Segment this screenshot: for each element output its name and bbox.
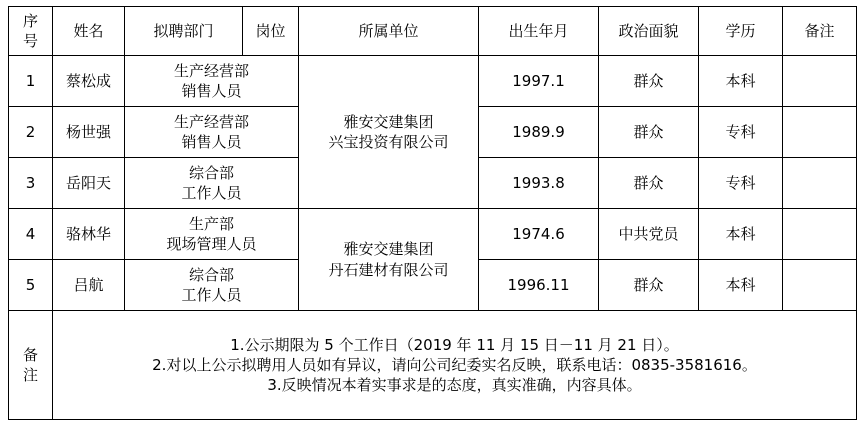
cell-dept-post <box>125 209 299 260</box>
notes-line-3: 3.反映情况本着实事求是的态度，真实准确，内容具体。 <box>267 376 642 395</box>
header-cell-education: 学历 <box>699 7 783 56</box>
cell-remark <box>783 56 857 107</box>
cell-name: 杨世强 <box>53 107 125 158</box>
cell-unit-line1: 雅安交建集团 <box>343 240 434 259</box>
cell-post: 工作人员 <box>181 286 242 304</box>
cell-unit <box>299 209 479 311</box>
cell-dept: 生产经营部 <box>173 61 249 80</box>
cell-no: 1 <box>9 56 53 107</box>
cell-political: 群众 <box>599 56 699 107</box>
cell-remark <box>783 209 857 260</box>
cell-birth: 1974.6 <box>479 209 599 260</box>
cell-remark <box>783 260 857 311</box>
cell-political: 群众 <box>599 260 699 311</box>
cell-post: 销售人员 <box>181 82 242 100</box>
notes-label <box>9 311 53 420</box>
cell-dept: 综合部 <box>188 163 234 182</box>
cell-unit-line2: 丹石建材有限公司 <box>328 260 449 279</box>
header-cell-political: 政治面貌 <box>599 7 699 56</box>
header-cell-no <box>9 7 53 56</box>
cell-name: 蔡松成 <box>53 56 125 107</box>
cell-political: 群众 <box>599 107 699 158</box>
cell-dept: 综合部 <box>188 265 234 284</box>
cell-name: 岳阳天 <box>53 158 125 209</box>
cell-name: 吕航 <box>53 260 125 311</box>
cell-political: 群众 <box>599 158 699 209</box>
cell-name: 骆林华 <box>53 209 125 260</box>
cell-unit-line1: 雅安交建集团 <box>343 112 434 131</box>
cell-no: 3 <box>9 158 53 209</box>
header-cell-post: 岗位 <box>243 7 299 56</box>
cell-education: 本科 <box>699 260 783 311</box>
cell-no: 2 <box>9 107 53 158</box>
cell-remark <box>783 158 857 209</box>
cell-education: 专科 <box>699 107 783 158</box>
cell-political: 中共党员 <box>599 209 699 260</box>
header-cell-remark: 备注 <box>783 7 857 56</box>
cell-no: 5 <box>9 260 53 311</box>
header-cell-unit: 所属单位 <box>299 7 479 56</box>
cell-unit-line2: 兴宝投资有限公司 <box>328 133 449 151</box>
cell-birth: 1993.8 <box>479 158 599 209</box>
notes-line-1: 1.公示期限为 5 个工作日（2019 年 11 月 15 日－11 月 21 日）。 <box>230 335 679 354</box>
cell-dept-post <box>125 260 299 311</box>
cell-birth: 1989.9 <box>479 107 599 158</box>
header-cell-dept: 拟聘部门 <box>125 7 243 56</box>
header-no-line1: 序 <box>22 11 38 30</box>
cell-remark <box>783 107 857 158</box>
cell-unit <box>299 56 479 209</box>
notes-row <box>9 311 857 420</box>
header-cell-birth: 出生年月 <box>479 7 599 56</box>
header-no-line2: 号 <box>22 32 38 50</box>
hiring-roster-table <box>8 6 857 420</box>
cell-dept-post <box>125 56 299 107</box>
cell-education: 专科 <box>699 158 783 209</box>
cell-dept: 生产经营部 <box>173 112 249 131</box>
cell-dept-post <box>125 158 299 209</box>
cell-birth: 1997.1 <box>479 56 599 107</box>
table-body <box>9 56 857 420</box>
table-row <box>9 209 857 260</box>
cell-birth: 1996.11 <box>479 260 599 311</box>
notes-label-line2: 注 <box>22 366 38 384</box>
cell-no: 4 <box>9 209 53 260</box>
cell-education: 本科 <box>699 209 783 260</box>
table-header <box>9 7 857 56</box>
notes-body <box>53 311 857 420</box>
notes-label-line1: 备 <box>22 345 38 364</box>
cell-post: 工作人员 <box>181 184 242 202</box>
notes-line-2: 2.对以上公示拟聘用人员如有异议，请向公司纪委实名反映，联系电话：0835-3581616。 <box>152 355 757 374</box>
header-cell-name: 姓名 <box>53 7 125 56</box>
cell-post: 现场管理人员 <box>166 235 257 253</box>
cell-post: 销售人员 <box>181 133 242 151</box>
header-row <box>9 7 857 56</box>
table-row <box>9 56 857 107</box>
cell-dept: 生产部 <box>188 214 234 233</box>
cell-dept-post <box>125 107 299 158</box>
cell-education: 本科 <box>699 56 783 107</box>
